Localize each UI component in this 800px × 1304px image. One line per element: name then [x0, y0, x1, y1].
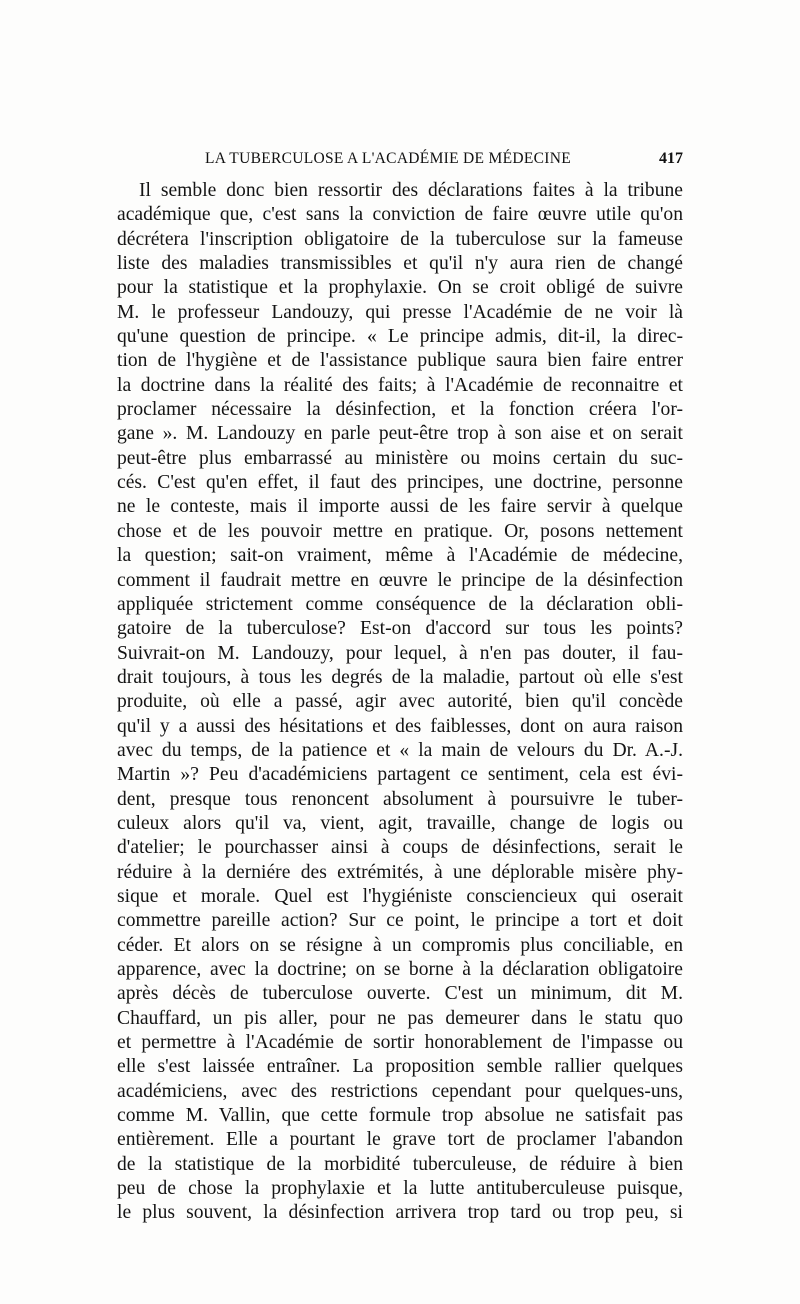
- text-line: qu'une question de principe. « Le principe admis, dit-il, la direc-: [117, 326, 683, 348]
- text-line: dent, presque tous renoncent absolument à poursuivre le tuber-: [117, 788, 683, 810]
- text-line: réduire à la derniére des extrémités, à une déplorable misère phy-: [117, 861, 683, 883]
- text-line: la doctrine dans la réalité des faits; à l'Académie de reconnaitre et: [117, 374, 683, 396]
- text-line: académique que, c'est sans la conviction de faire œuvre utile qu'on: [117, 204, 683, 226]
- text-line: de la statistique de la morbidité tuberculeuse, de réduire à bien: [117, 1153, 683, 1175]
- text-line: Suivrait-on M. Landouzy, pour lequel, à n'en pas douter, il fau-: [117, 642, 683, 664]
- text-line: sique et morale. Quel est l'hygiéniste consciencieux qui oserait: [117, 885, 683, 907]
- text-line: liste des maladies transmissibles et qu'il n'y aura rien de changé: [117, 253, 683, 275]
- text-line: après décès de tuberculose ouverte. C'est un minimum, dit M.: [117, 983, 683, 1005]
- text-line: M. le professeur Landouzy, qui presse l'Académie de ne voir là: [117, 301, 683, 323]
- text-line: apparence, avec la doctrine; on se borne à la déclaration obligatoire: [117, 959, 683, 980]
- page-number: 417: [659, 150, 683, 167]
- text-line: qu'il y a aussi des hésitations et des faiblesses, dont on aura raison: [117, 715, 683, 737]
- text-line: comme M. Vallin, que cette formule trop absolue ne satisfait pas: [117, 1105, 683, 1127]
- body-text: [117, 179, 683, 1226]
- text-line: elle s'est laissée entraîner. La proposition semble rallier quelques: [117, 1056, 683, 1078]
- text-line: produite, où elle a passé, agir avec autorité, bien qu'il concède: [117, 691, 683, 713]
- text-line: entièrement. Elle a pourtant le grave tort de proclamer l'abandon: [117, 1129, 683, 1151]
- running-title: LA TUBERCULOSE A L'ACADÉMIE DE MÉDECINE: [205, 150, 571, 167]
- text-line: céder. Et alors on se résigne à un compromis plus conciliable, en: [117, 934, 683, 956]
- text-line: académiciens, avec des restrictions cependant pour quelques-uns,: [117, 1080, 683, 1102]
- text-line: tion de l'hygiène et de l'assistance publique saura bien faire entrer: [117, 350, 683, 372]
- text-line: Martin »? Peu d'académiciens partagent ce sentiment, cela est évi-: [117, 764, 683, 786]
- text-line: gane ». M. Landouzy en parle peut-être trop à son aise et on serait: [117, 423, 683, 445]
- text-line: culeux alors qu'il va, vient, agit, travaille, change de logis ou: [117, 812, 683, 834]
- text-line: cés. C'est qu'en effet, il faut des principes, une doctrine, personne: [117, 472, 683, 494]
- text-line: chose et de les pouvoir mettre en pratique. Or, posons nettement: [117, 520, 683, 542]
- text-line: et permettre à l'Académie de sortir honorablement de l'impasse ou: [117, 1032, 683, 1054]
- text-line: ne le conteste, mais il importe aussi de les faire servir à quelque: [117, 496, 683, 518]
- text-line: la question; sait-on vraiment, même à l'Académie de médecine,: [117, 545, 683, 567]
- text-line: pour la statistique et la prophylaxie. On se croit obligé de suivre: [117, 277, 683, 299]
- page-header: [117, 150, 683, 174]
- text-line: peu de chose la prophylaxie et la lutte antituberculeuse puisque,: [117, 1178, 683, 1200]
- text-line: comment il faudrait mettre en œuvre le principe de la désinfection: [117, 569, 683, 591]
- text-line: drait toujours, à tous les degrés de la maladie, partout où elle s'est: [117, 666, 683, 688]
- text-line: proclamer nécessaire la désinfection, et la fonction créera l'or-: [117, 399, 683, 421]
- text-line: commettre pareille action? Sur ce point, le principe a tort et doit: [117, 910, 683, 932]
- text-line: Il semble donc bien ressortir des déclarations faites à la tribune: [139, 180, 683, 201]
- text-line: appliquée strictement comme conséquence de la déclaration obli-: [117, 593, 683, 615]
- text-line: le plus souvent, la désinfection arrivera trop tard ou trop peu, si: [117, 1202, 683, 1224]
- text-line: décrétera l'inscription obligatoire de la tuberculose sur la fameuse: [117, 228, 683, 250]
- text-line: gatoire de la tuberculose? Est-on d'accord sur tous les points?: [117, 618, 683, 640]
- text-line: Chauffard, un pis aller, pour ne pas demeurer dans le statu quo: [117, 1007, 683, 1029]
- text-line: avec du temps, de la patience et « la main de velours du Dr. A.-J.: [117, 739, 683, 761]
- text-line: peut-être plus embarrassé au ministère ou moins certain du suc-: [117, 447, 683, 469]
- text-line: d'atelier; le pourchasser ainsi à coups de désinfections, serait le: [117, 837, 683, 859]
